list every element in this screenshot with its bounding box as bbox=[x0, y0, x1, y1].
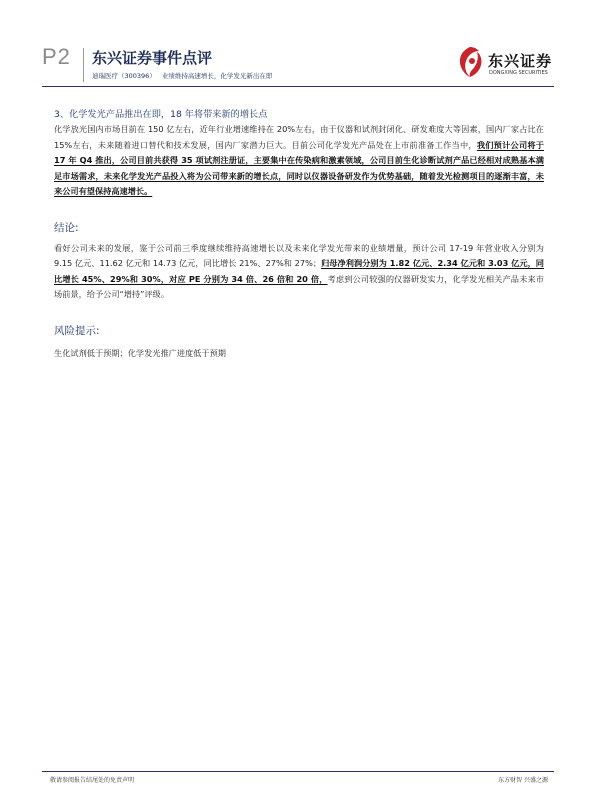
section-3-title: 3、化学发光产品推出在即，18 年将带来新的增长点 bbox=[54, 109, 268, 120]
header-divider bbox=[83, 48, 84, 82]
report-type-title: 东兴证券事件点评 bbox=[92, 49, 213, 67]
section-3-emphasis: 我们预计公司将于 17 年 Q4 推出，公司目前共获得 35 项试剂注册证，主要集中在传染病和激素领域，公司目前生化诊断试剂产品已经相对成熟基本满足市场需求，未来化学发光产品投入将为公司带来新的增长点，同时以仪器设备研发作为优势基础，随着发光检测项目的逐渐丰富，未来公司有望保持高速增长。 bbox=[54, 139, 544, 197]
risk-text: 生化试剂低于预期；化学发光推广进度低于预期 bbox=[54, 347, 226, 358]
footer-slogan: 东方财智 兴盛之源 bbox=[498, 777, 548, 784]
report-subline bbox=[92, 71, 276, 80]
dongxing-logo-icon bbox=[455, 45, 485, 79]
header-rule bbox=[42, 86, 554, 87]
footer-rule bbox=[42, 771, 554, 772]
conclusion-emphasis: 归母净利润分别为 1.82 亿元、2.34 亿元和 3.03 亿元，同比增长 45%、29%和 30%，对应 PE 分别为 34 倍、26 倍和 20 倍， bbox=[54, 258, 544, 284]
section-3-paragraph bbox=[54, 122, 544, 199]
report-topic: 业绩维持高速增长，化学发光新出在即 bbox=[161, 72, 273, 80]
logo-chinese-name: 东兴证券 bbox=[488, 52, 553, 70]
company-logo bbox=[455, 45, 555, 81]
report-body bbox=[54, 107, 544, 361]
conclusion-text-1: 看好公司未来的发展，鉴于公司前三季度继续维持高速增长以及未来化学发光带来的业绩增量，预计公司 17-19 年营业收入分别为 9.15 亿元、11.62 亿元和 14.73 亿元，同比增长 21%、27%和 27%； bbox=[54, 242, 544, 269]
risk-heading: 风险提示: bbox=[54, 325, 100, 338]
footer-disclaimer: 敬请参阅报告结尾处的免责声明 bbox=[50, 777, 135, 784]
company-code: 迪瑞医疗（300396） bbox=[92, 72, 156, 80]
conclusion-text-2: 考虑到公司较强的仪器研发实力，化学发光相关产品未来市场前景，给予公司“增持”评级。 bbox=[54, 273, 544, 300]
conclusion-heading: 结论: bbox=[54, 222, 79, 235]
section-3-text: 化学放光国内市场目前在 150 亿左右，近年行业增速维持在 20%左右，由于仪器和试剂封闭化、研发难度大等因素，国内厂家占比在 15%左右，未来随着进口替代和技术发展，国内厂家潜力巨大。目前公司化学发光产品处在上市前准备工作当中， bbox=[54, 124, 544, 150]
logo-english-name: DONGXING SECURITIES bbox=[489, 70, 548, 76]
page-number: P2 bbox=[42, 44, 71, 69]
conclusion-paragraph bbox=[54, 241, 544, 303]
